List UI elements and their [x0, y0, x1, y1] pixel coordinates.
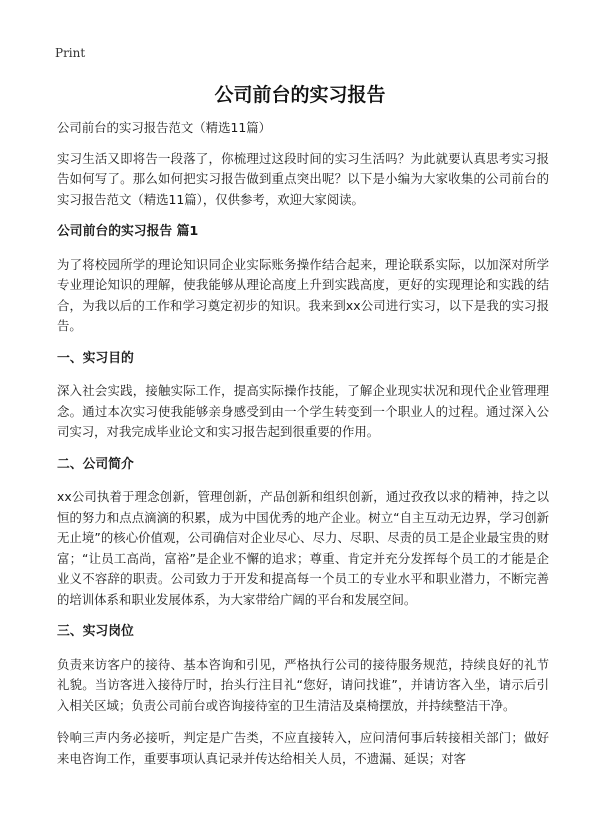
position-paragraph-1: 负责来访客户的接待、基本咨询和引见，严格执行公司的接待服务规范，持续良好的礼节礼貌。当访客进入接待厅时，抬头行注目礼“您好，请问找谁”，并请访客入坐，请示后引入相关区域；负责公司前台或咨询接待室的卫生清洁及桌椅摆放，并持续整洁干净。 [57, 656, 549, 713]
purpose-paragraph: 深入社会实践，接触实际工作，提高实际操作技能，了解企业现实状况和现代企业管理理念。通过本次实习使我能够亲身感受到由一个学生转变到一个职业人的过程。通过深入公司实习，对我完成毕业论文和实习报告起到很重要的作用。 [57, 383, 549, 439]
position-heading: 三、实习岗位 [57, 624, 134, 639]
print-link[interactable]: Print [55, 46, 86, 60]
section-heading: 公司前台的实习报告 篇1 [57, 224, 199, 239]
company-paragraph: xx公司执着于理念创新，管理创新，产品创新和组织创新，通过孜孜以求的精神，持之以恒的努力和点点滴滴的积累，成为中国优秀的地产企业。树立“自主互动无边界，学习创新无止境”的核心价值观，公司确信对企业尽心、尽力、尽职、尽责的员工是企业最宝贵的财富；“让员工高尚，富裕”是企业不懈的追求；尊重、肯定并充分发挥每个员工的才能是企业义不容辞的职责。公司致力于开发和提高每一个员工的专业水平和职业潜力，不断完善的培训体系和职业发展体系，为大家带给广阔的平台和发展空间。 [57, 489, 549, 607]
company-heading: 二、公司简介 [57, 456, 134, 472]
section-intro-paragraph: 为了将校园所学的理论知识同企业实际账务操作结合起来，理论联系实际，以加深对所学专业理论知识的理解，使我能够从理论高度上升到实践高度，更好的实现理论和实践的结合，为我以后的工作和学习奠定初步的知识。我来到xx公司进行实习，以下是我的实习报告。 [57, 256, 549, 333]
intro-paragraph: 实习生活又即将告一段落了，你梳理过这段时间的实习生活吗？为此就要认真思考实习报告如何写了。那么如何把实习报告做到重点突出呢？以下是小编为大家收集的公司前台的实习报告范文（精选11篇），仅供参考，欢迎大家阅读。 [57, 150, 549, 207]
document-title: 公司前台的实习报告 [214, 84, 386, 106]
document-body [57, 118, 549, 781]
position-paragraph-2: 铃响三声内务必接听，判定是广告类，不应直接转入，应问清何事后转接相关部门；做好来电咨询工作，重要事项认真记录并传达给相关人员，不遗漏、延误；对客 [57, 730, 549, 766]
document-subtitle: 公司前台的实习报告范文（精选11篇） [57, 120, 272, 135]
purpose-heading: 一、实习目的 [57, 350, 134, 366]
